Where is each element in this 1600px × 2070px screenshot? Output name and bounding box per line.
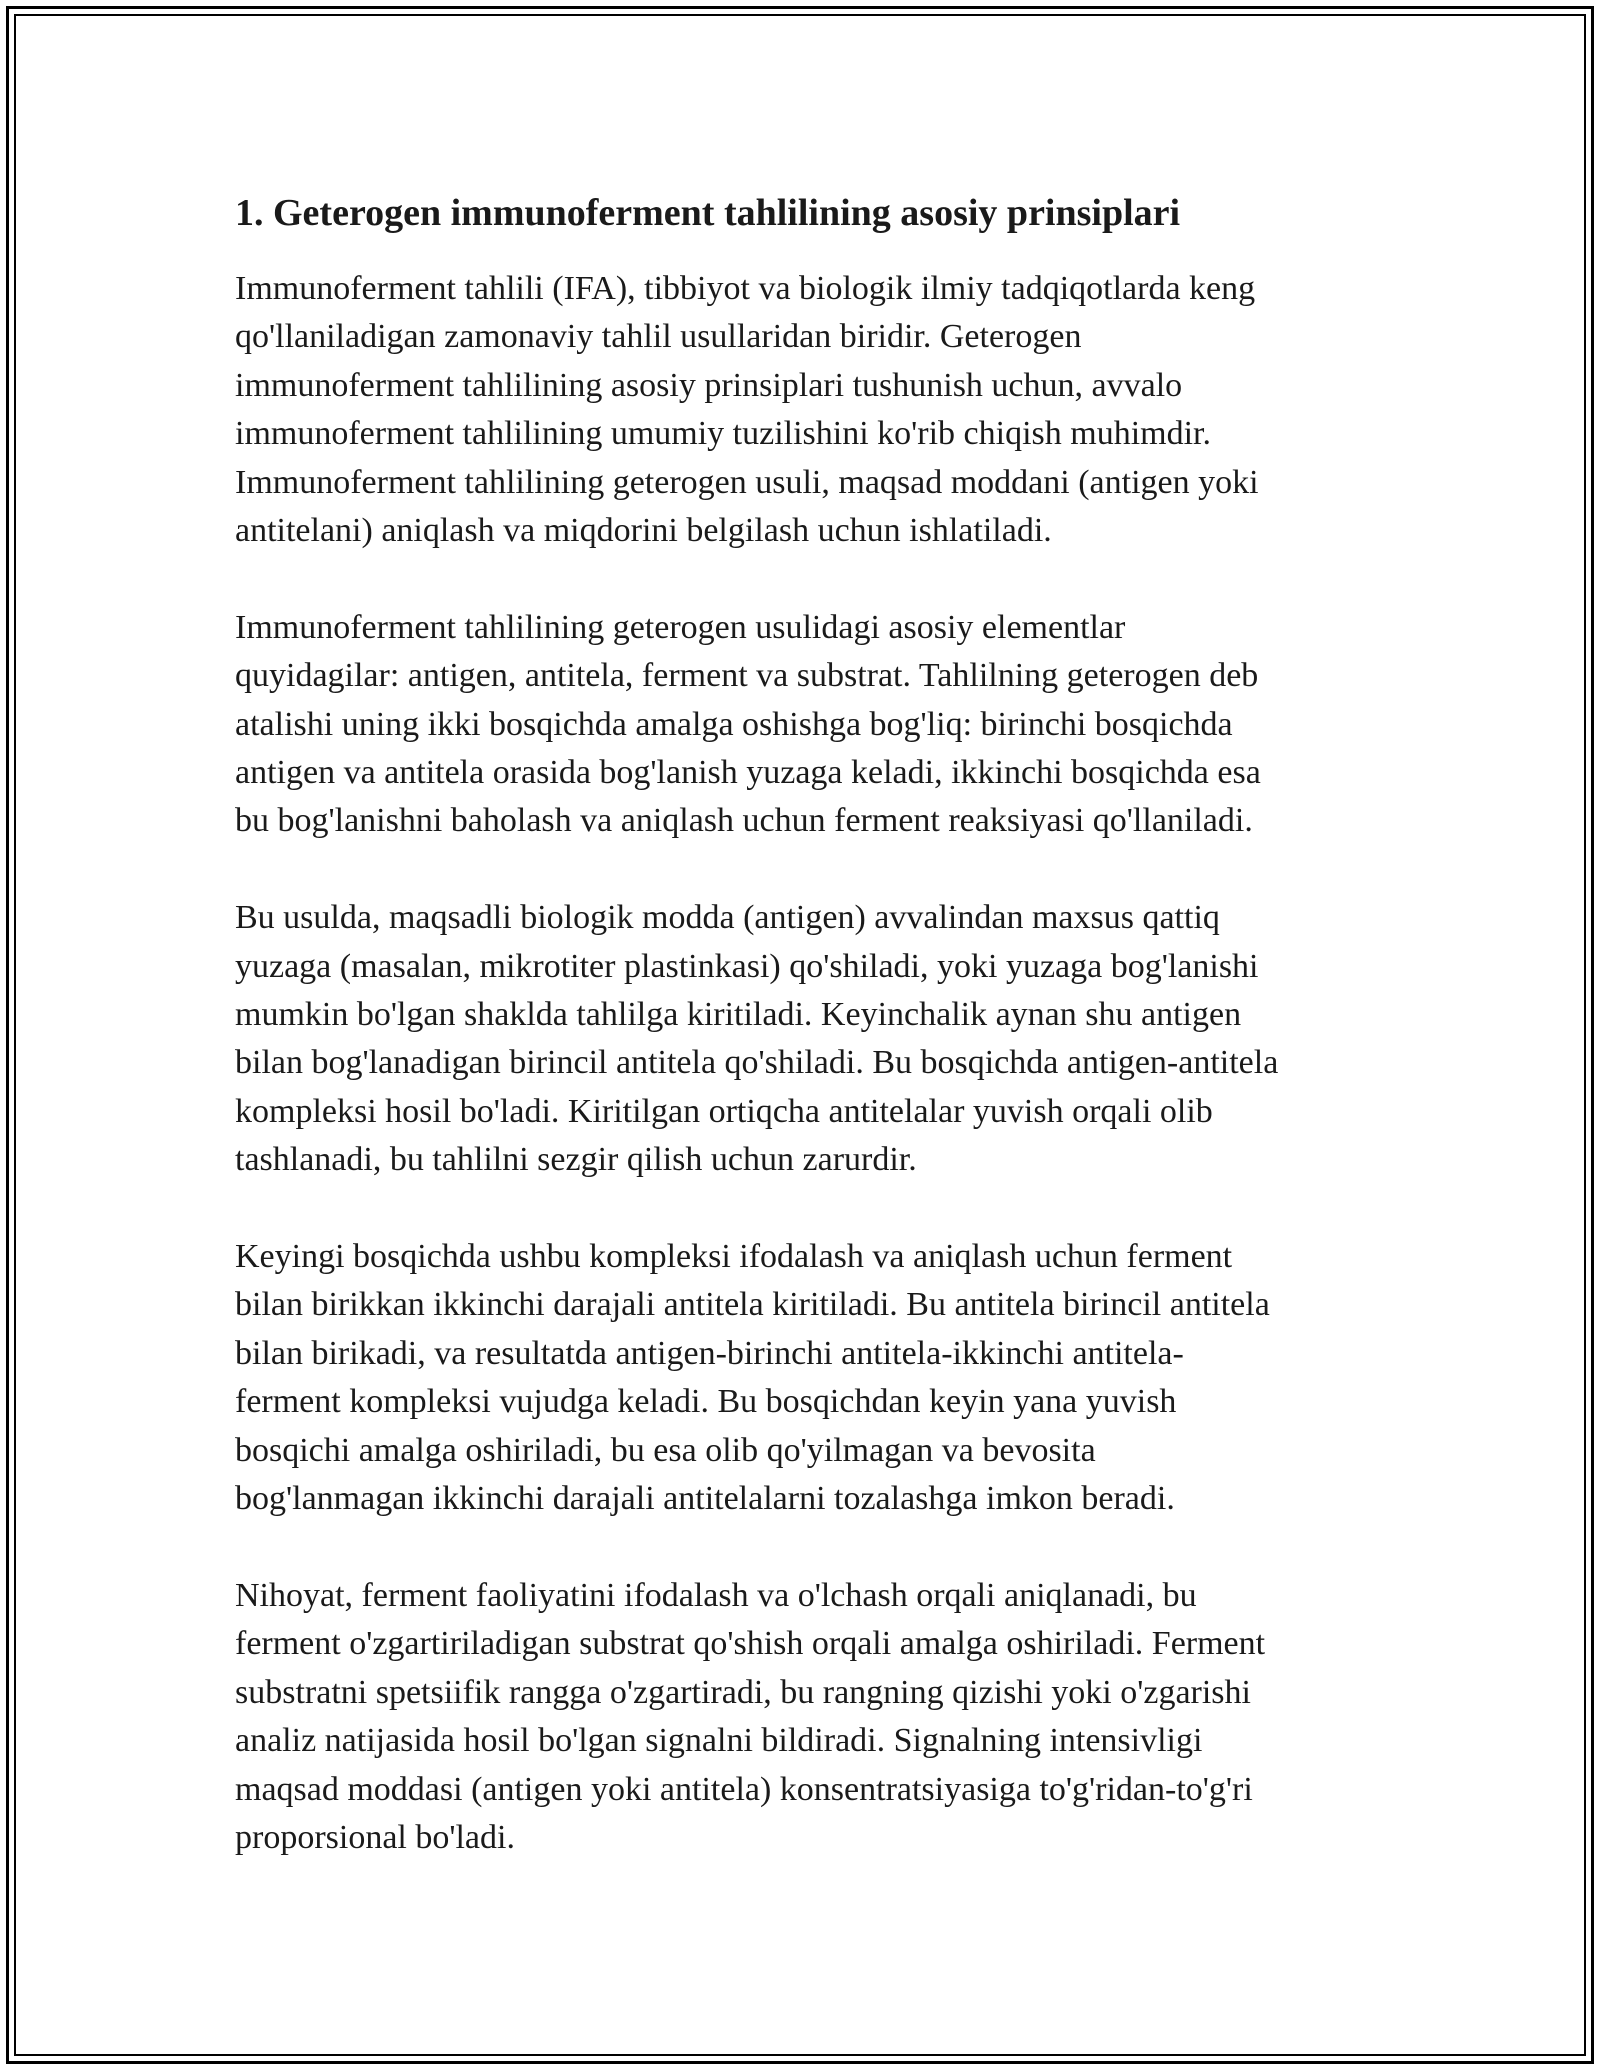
paragraph <box>235 1572 1375 1862</box>
section-heading: 1. Geterogen immunoferment tahlilining asosiy prinsiplari <box>235 192 1181 234</box>
document-body <box>235 185 1375 1911</box>
paragraph <box>235 1233 1375 1523</box>
paragraph-line: proporsional bo'ladi. <box>235 1818 515 1856</box>
paragraph-line: maqsad moddasi (antigen yoki antitela) konsentratsiyasiga to'g'ridan-to'g'ri <box>235 1770 1253 1808</box>
paragraph-line: antitelani) aniqlash va miqdorini belgilash uchun ishlatiladi. <box>235 512 1052 550</box>
paragraph-line: Nihoyat, ferment faoliyatini ifodalash va o'lchash orqali aniqlanadi, bu <box>235 1576 1197 1614</box>
paragraph-line: analiz natijasida hosil bo'lgan signalni bildiradi. Signalning intensivligi <box>235 1722 1203 1760</box>
paragraph-line: substratni spetsiifik rangga o'zgartiradi, bu rangning qizishi yoki o'zgarishi <box>235 1673 1251 1711</box>
paragraph-line: bilan birikkan ikkinchi darajali antitela kiritiladi. Bu antitela birincil antitela <box>235 1286 1270 1324</box>
paragraph-line: qo'llaniladigan zamonaviy tahlil usullaridan biridir. Geterogen <box>235 318 1082 356</box>
paragraph-line: Keyingi bosqichda ushbu kompleksi ifodalash va aniqlash uchun ferment <box>235 1238 1233 1276</box>
paragraph-line: tashlanadi, bu tahlilni sezgir qilish uchun zarurdir. <box>235 1141 917 1179</box>
paragraph-line: Immunoferment tahlili (IFA), tibbiyot va biologik ilmiy tadqiqotlarda keng <box>235 270 1256 307</box>
paragraph <box>235 265 1375 555</box>
paragraph-line: bilan bog'lanadigan birincil antitela qo'shiladi. Bu bosqichda antigen-antitela <box>235 1044 1279 1082</box>
paragraph-line: kompleksi hosil bo'ladi. Kiritilgan ortiqcha antitelalar yuvish orqali olib <box>235 1092 1213 1130</box>
paragraph-line: bu bog'lanishni baholash va aniqlash uchun ferment reaksiyasi qo'llaniladi. <box>235 802 1253 840</box>
paragraph-line: bosqichi amalga oshiriladi, bu esa olib qo'yilmagan va bevosita <box>235 1431 1096 1469</box>
paragraph-line: antigen va antitela orasida bog'lanish yuzaga keladi, ikkinchi bosqichda esa <box>235 754 1261 792</box>
paragraph <box>235 604 1375 846</box>
paragraph-line: bilan birikadi, va resultatda antigen-birinchi antitela-ikkinchi antitela- <box>235 1334 1184 1372</box>
paragraph-line: Bu usulda, maqsadli biologik modda (antigen) avvalindan maxsus qattiq <box>235 899 1220 937</box>
paragraph <box>235 894 1375 1184</box>
paragraph-line: mumkin bo'lgan shaklda tahlilga kiritiladi. Keyinchalik aynan shu antigen <box>235 996 1242 1034</box>
paragraph-line: bog'lanmagan ikkinchi darajali antitelalarni tozalashga imkon beradi. <box>235 1480 1175 1518</box>
paragraph-line: Immunoferment tahlilining geterogen usuli, maqsad moddani (antigen yoki <box>235 463 1259 501</box>
paragraph-line: immunoferment tahlilining asosiy prinsiplari tushunish uchun, avvalo <box>235 366 1183 404</box>
paragraph-line: quyidagilar: antigen, antitela, ferment va substrat. Tahlilning geterogen deb <box>235 657 1259 695</box>
paragraph-line: immunoferment tahlilining umumiy tuzilishini ko'rib chiqish muhimdir. <box>235 415 1212 453</box>
paragraph-line: yuzaga (masalan, mikrotiter plastinkasi) qo'shiladi, yoki yuzaga bog'lanishi <box>235 947 1259 985</box>
paragraph-line: Immunoferment tahlilining geterogen usulidagi asosiy elementlar <box>235 608 1126 646</box>
paragraph-list <box>235 265 1375 1862</box>
paragraph-line: atalishi uning ikki bosqichda amalga oshishga bog'liq: birinchi bosqichda <box>235 705 1233 743</box>
paragraph-line: ferment o'zgartiriladigan substrat qo'shish orqali amalga oshiriladi. Ferment <box>235 1625 1266 1663</box>
paragraph-line: ferment kompleksi vujudga keladi. Bu bosqichdan keyin yana yuvish <box>235 1383 1177 1421</box>
